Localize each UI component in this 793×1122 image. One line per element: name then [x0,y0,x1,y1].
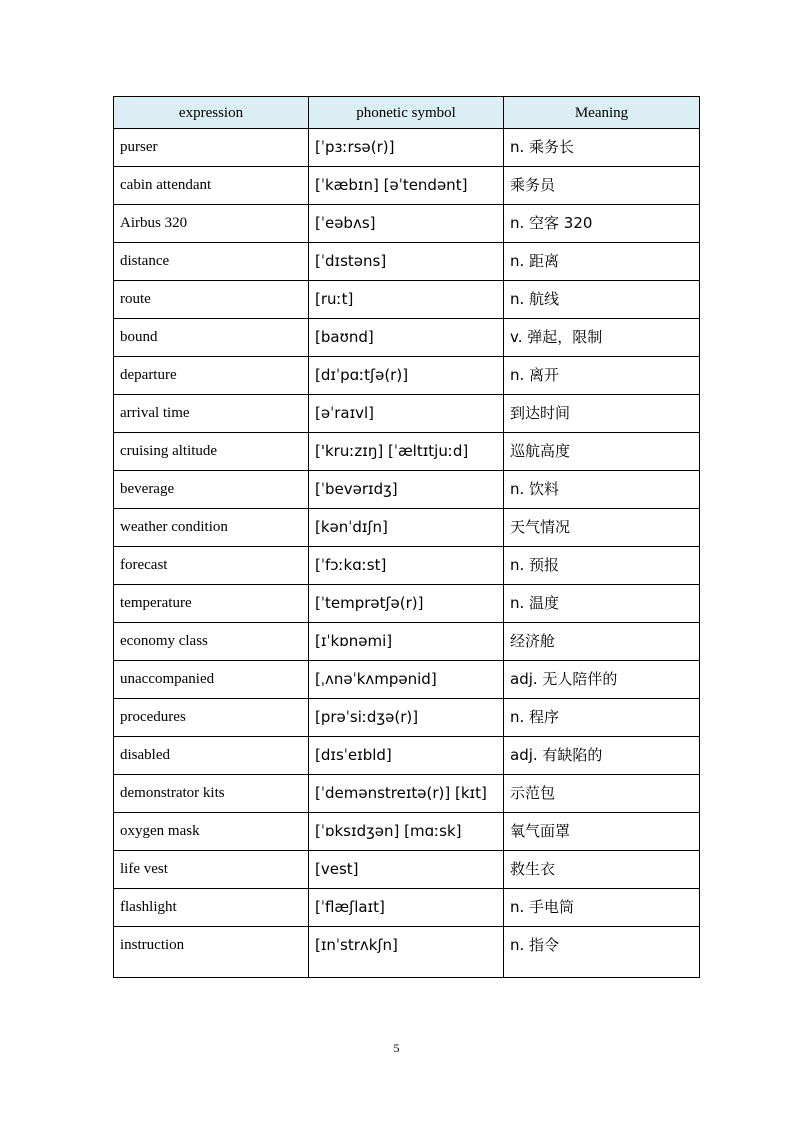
table-row [114,927,700,978]
phonetic-cell: [vest] [309,851,504,889]
phonetic-cell: [ˌʌnəˈkʌmpənid] [309,661,504,699]
meaning-cell: n. 离开 [504,357,700,395]
table-body [114,129,700,978]
table-row [114,889,700,927]
table-row [114,167,700,205]
table-row [114,205,700,243]
table-row [114,623,700,661]
phonetic-cell: [kənˈdɪʃn] [309,509,504,547]
phonetic-cell: [ˈkæbɪn] [əˈtendənt] [309,167,504,205]
phonetic-cell: [əˈraɪvl] [309,395,504,433]
expression-cell: forecast [114,547,309,585]
expression-cell: weather condition [114,509,309,547]
meaning-cell: n. 预报 [504,547,700,585]
phonetic-cell: [ˈpɜːrsə(r)] [309,129,504,167]
meaning-cell: 到达时间 [504,395,700,433]
table-row [114,699,700,737]
phonetic-cell: [ˈdemənstreɪtə(r)] [kɪt] [309,775,504,813]
phonetic-cell: [ˈeəbʌs] [309,205,504,243]
header-expression: expression [114,97,309,129]
expression-cell: temperature [114,585,309,623]
expression-cell: demonstrator kits [114,775,309,813]
phonetic-cell: [ˈɒksɪdʒən] [mɑːsk] [309,813,504,851]
table-row [114,775,700,813]
header-phonetic-symbol: phonetic symbol [309,97,504,129]
meaning-cell: 氧气面罩 [504,813,700,851]
expression-cell: unaccompanied [114,661,309,699]
phonetic-cell: [ˈfɔːkɑːst] [309,547,504,585]
meaning-cell: 经济舱 [504,623,700,661]
phonetic-cell: ['kruːzɪŋ] [ˈæltɪtjuːd] [309,433,504,471]
meaning-cell: 巡航高度 [504,433,700,471]
meaning-cell: n. 乘务长 [504,129,700,167]
phonetic-cell: [ɪnˈstrʌkʃn] [309,927,504,978]
meaning-cell: n. 空客 320 [504,205,700,243]
meaning-cell: n. 温度 [504,585,700,623]
table-row [114,433,700,471]
meaning-cell: n. 手电筒 [504,889,700,927]
table-row [114,281,700,319]
meaning-cell: 乘务员 [504,167,700,205]
expression-cell: beverage [114,471,309,509]
expression-cell: disabled [114,737,309,775]
table-row [114,547,700,585]
table-row [114,243,700,281]
header-row [114,97,700,129]
table-row [114,585,700,623]
phonetic-cell: [ruːt] [309,281,504,319]
expression-cell: purser [114,129,309,167]
meaning-cell: v. 弹起，限制 [504,319,700,357]
header-meaning: Meaning [504,97,700,129]
expression-cell: cabin attendant [114,167,309,205]
meaning-cell: 救生衣 [504,851,700,889]
meaning-cell: n. 航线 [504,281,700,319]
expression-cell: flashlight [114,889,309,927]
expression-cell: route [114,281,309,319]
expression-cell: cruising altitude [114,433,309,471]
meaning-cell: 天气情况 [504,509,700,547]
meaning-cell: 示范包 [504,775,700,813]
table-header [114,97,700,129]
meaning-cell: n. 程序 [504,699,700,737]
table-row [114,737,700,775]
phonetic-cell: [ˈflæʃlaɪt] [309,889,504,927]
table-row [114,471,700,509]
table-row [114,319,700,357]
expression-cell: economy class [114,623,309,661]
table-row [114,851,700,889]
expression-cell: life vest [114,851,309,889]
vocabulary-table [113,96,700,978]
table-row [114,357,700,395]
page-number: 5 [393,1041,400,1055]
expression-cell: arrival time [114,395,309,433]
expression-cell: oxygen mask [114,813,309,851]
phonetic-cell: [dɪsˈeɪbld] [309,737,504,775]
meaning-cell: n. 饮料 [504,471,700,509]
phonetic-cell: [ɪˈkɒnəmi] [309,623,504,661]
table-row [114,129,700,167]
table-row [114,509,700,547]
table-row [114,661,700,699]
phonetic-cell: [baʊnd] [309,319,504,357]
expression-cell: procedures [114,699,309,737]
phonetic-cell: [ˈtemprətʃə(r)] [309,585,504,623]
table-row [114,395,700,433]
expression-cell: departure [114,357,309,395]
expression-cell: distance [114,243,309,281]
meaning-cell: n. 距离 [504,243,700,281]
table-row [114,813,700,851]
phonetic-cell: [ˈbevərɪdʒ] [309,471,504,509]
expression-cell: bound [114,319,309,357]
meaning-cell: adj. 无人陪伴的 [504,661,700,699]
meaning-cell: n. 指令 [504,927,700,978]
phonetic-cell: [dɪˈpɑːtʃə(r)] [309,357,504,395]
phonetic-cell: [ˈdɪstəns] [309,243,504,281]
expression-cell: instruction [114,927,309,978]
phonetic-cell: [prəˈsiːdʒə(r)] [309,699,504,737]
meaning-cell: adj. 有缺陷的 [504,737,700,775]
expression-cell: Airbus 320 [114,205,309,243]
